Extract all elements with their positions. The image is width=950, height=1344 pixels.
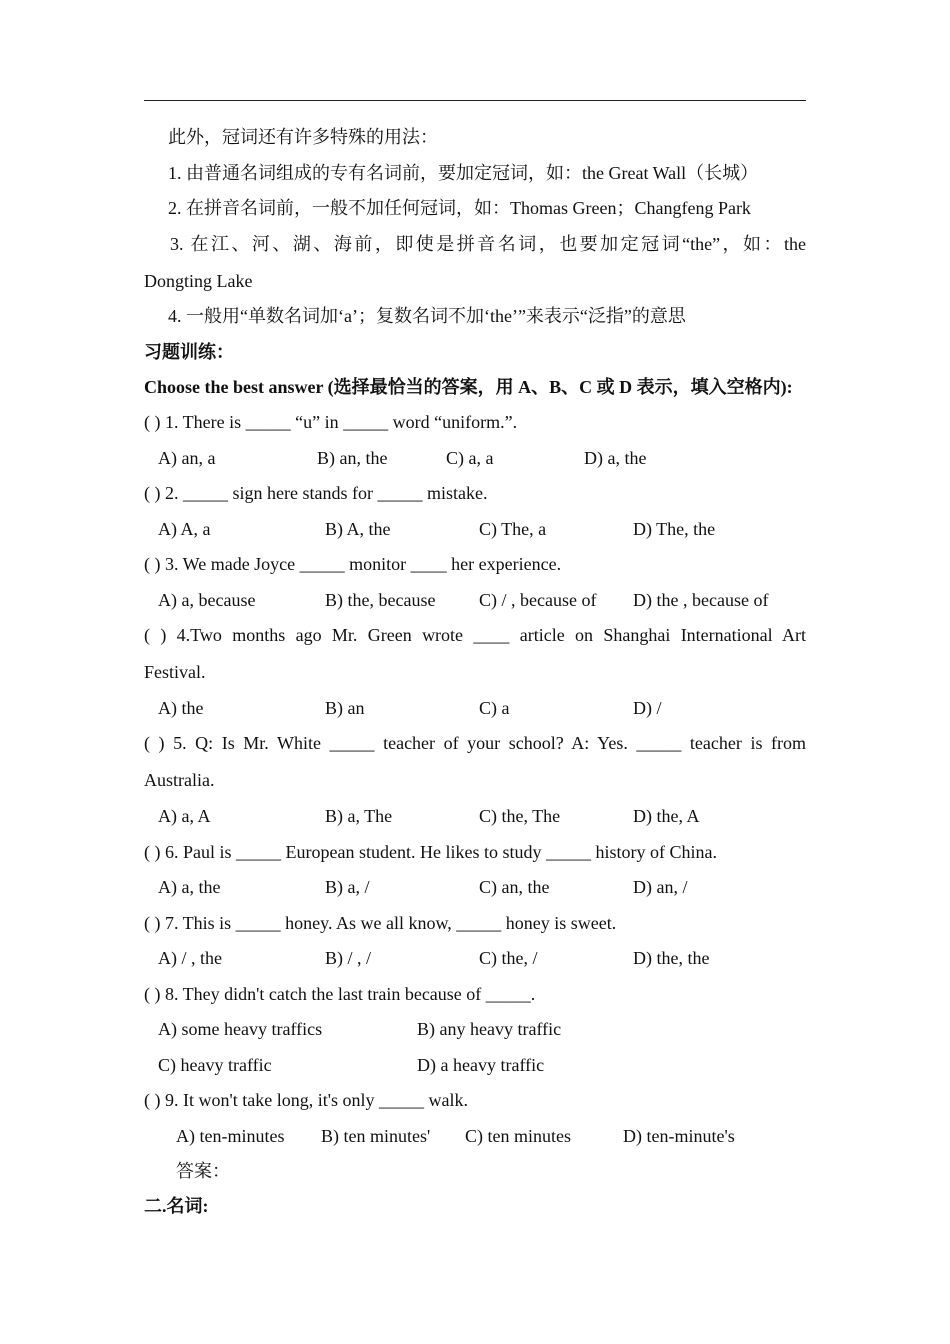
question-1: ( ) 1. There is _____ “u” in _____ word “uniform.”. <box>144 412 518 432</box>
q1-option-b: B) an, the <box>317 448 388 468</box>
q2-option-d: D) The, the <box>633 519 716 539</box>
q8-option-d: D) a heavy traffic <box>417 1055 545 1075</box>
rule-1: 1. 由普通名词组成的专有名词前，要加定冠词，如：the Great Wall（长城） <box>168 163 759 183</box>
q1-option-c: C) a, a <box>446 448 494 468</box>
section-heading: 二.名词: <box>144 1196 209 1216</box>
q1-option-a: A) an, a <box>158 448 216 468</box>
q5-option-b: B) a, The <box>325 806 393 826</box>
q7-option-a: A) / , the <box>158 948 222 968</box>
answer-label: 答案： <box>176 1161 230 1181</box>
q6-option-a: A) a, the <box>158 877 221 897</box>
rule-2: 2. 在拼音名词前，一般不加任何冠词，如：Thomas Green；Changfeng Park <box>168 198 751 218</box>
q3-option-d: D) the , because of <box>633 590 769 610</box>
question-5-continued: Australia. <box>144 770 215 790</box>
q7-option-b: B) / , / <box>325 948 372 968</box>
instruction: Choose the best answer (选择最恰当的答案，用 A、B、C 或 D 表示，填入空格内): <box>144 377 793 397</box>
q9-option-b: B) ten minutes' <box>321 1126 431 1146</box>
question-7: ( ) 7. This is _____ honey. As we all know, _____ honey is sweet. <box>144 913 617 933</box>
intro-text: 此外，冠词还有许多特殊的用法： <box>168 127 438 147</box>
question-8: ( ) 8. They didn't catch the last train because of _____. <box>144 984 536 1004</box>
q4-option-b: B) an <box>325 698 365 718</box>
q9-option-d: D) ten-minute's <box>623 1126 735 1146</box>
q3-option-a: A) a, because <box>158 590 256 610</box>
q8-option-b: B) any heavy traffic <box>417 1019 562 1039</box>
q5-option-a: A) a, A <box>158 806 211 826</box>
q1-option-d: D) a, the <box>584 448 647 468</box>
q8-option-c: C) heavy traffic <box>158 1055 272 1075</box>
q7-option-d: D) the, the <box>633 948 710 968</box>
question-3: ( ) 3. We made Joyce _____ monitor ____ her experience. <box>144 554 562 574</box>
q3-option-b: B) the, because <box>325 590 436 610</box>
rule-3-continued: Dongting Lake <box>144 271 253 291</box>
q9-option-a: A) ten-minutes <box>176 1126 285 1146</box>
rule-4: 4. 一般用“单数名词加‘a’；复数名词不加‘the’”来表示“泛指”的意思 <box>168 306 686 326</box>
header-rule <box>144 100 806 101</box>
question-9: ( ) 9. It won't take long, it's only _____ walk. <box>144 1090 468 1110</box>
q6-option-b: B) a, / <box>325 877 370 897</box>
q3-option-c: C) / , because of <box>479 590 597 610</box>
q5-option-d: D) the, A <box>633 806 700 826</box>
q7-option-c: C) the, / <box>479 948 538 968</box>
q8-option-a: A) some heavy traffics <box>158 1019 323 1039</box>
question-5: ( ) 5. Q: Is Mr. White _____ teacher of your school? A: Yes. _____ teacher is from <box>144 733 806 753</box>
question-4-continued: Festival. <box>144 662 206 682</box>
rule-3: 3. 在江、河、湖、海前，即使是拼音名词，也要加定冠词“the”，如：the <box>170 234 806 254</box>
q6-option-d: D) an, / <box>633 877 688 897</box>
q2-option-a: A) A, a <box>158 519 211 539</box>
question-2: ( ) 2. _____ sign here stands for _____ mistake. <box>144 483 488 503</box>
q4-option-a: A) the <box>158 698 204 718</box>
q2-option-b: B) A, the <box>325 519 391 539</box>
question-6: ( ) 6. Paul is _____ European student. He likes to study _____ history of China. <box>144 842 717 862</box>
question-4: ( ) 4.Two months ago Mr. Green wrote ____ article on Shanghai International Art <box>144 625 806 645</box>
exercise-heading: 习题训练： <box>144 342 234 362</box>
q4-option-c: C) a <box>479 698 510 718</box>
q4-option-d: D) / <box>633 698 662 718</box>
q6-option-c: C) an, the <box>479 877 550 897</box>
q5-option-c: C) the, The <box>479 806 561 826</box>
q2-option-c: C) The, a <box>479 519 547 539</box>
q9-option-c: C) ten minutes <box>465 1126 571 1146</box>
